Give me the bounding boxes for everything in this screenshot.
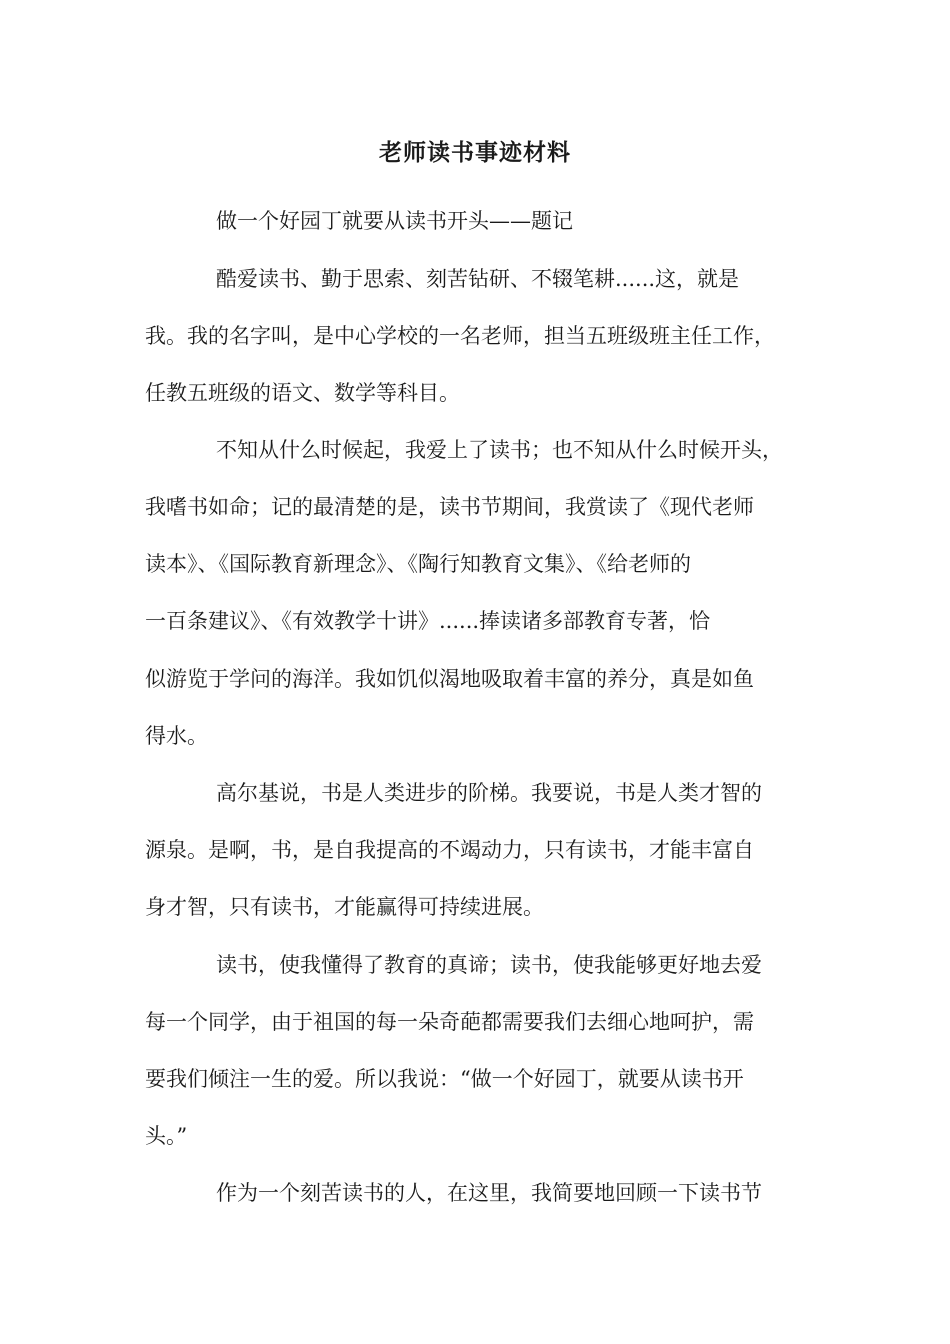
paragraph-line: 酷爱读书、勤于思索、刻苦钻研、不辍笔耕......这，就是	[216, 267, 740, 291]
paragraph-line: 身才智，只有读书，才能赢得可持续进展。	[145, 895, 544, 919]
paragraph-line: 读本》、《国际教育新理念》、《陶行知教育文集》、《给老师的	[145, 552, 691, 576]
paragraph-line: 似游览于学问的海洋。我如饥似渴地吸取着丰富的养分，真是如鱼	[145, 667, 754, 691]
paragraph-line: 不知从什么时候起，我爱上了读书；也不知从什么时候开头，	[216, 438, 783, 462]
paragraph-line: 要我们倾注一生的爱。所以我说：“做一个好园丁，就要从读书开	[145, 1067, 744, 1091]
paragraph-line: 作为一个刻苦读书的人，在这里，我简要地回顾一下读书节	[216, 1181, 762, 1205]
paragraph-line: 高尔基说，书是人类进步的阶梯。我要说，书是人类才智的	[216, 781, 762, 805]
paragraph-line: 读书，使我懂得了教育的真谛；读书，使我能够更好地去爱	[216, 953, 762, 977]
paragraph-line: 头。”	[145, 1124, 188, 1148]
epigraph-line: 做一个好园丁就要从读书开头——题记	[216, 209, 573, 233]
paragraph-line: 一百条建议》、《有效教学十讲》......捧读诸多部教育专著，恰	[145, 609, 711, 633]
paragraph-line: 得水。	[145, 724, 208, 748]
paragraph-line: 每一个同学，由于祖国的每一朵奇葩都需要我们去细心地呵护，需	[145, 1010, 754, 1034]
paragraph-line: 我嗜书如命；记的最清楚的是，读书节期间，我赏读了《现代老师	[145, 495, 754, 519]
paragraph-line: 任教五班级的语文、数学等科目。	[145, 381, 460, 405]
document-title: 老师读书事迹材料	[379, 139, 571, 166]
paragraph-line: 我。我的名字叫，是中心学校的一名老师，担当五班级班主任工作，	[145, 324, 775, 348]
paragraph-line: 源泉。是啊，书，是自我提高的不竭动力，只有读书，才能丰富自	[145, 838, 754, 862]
